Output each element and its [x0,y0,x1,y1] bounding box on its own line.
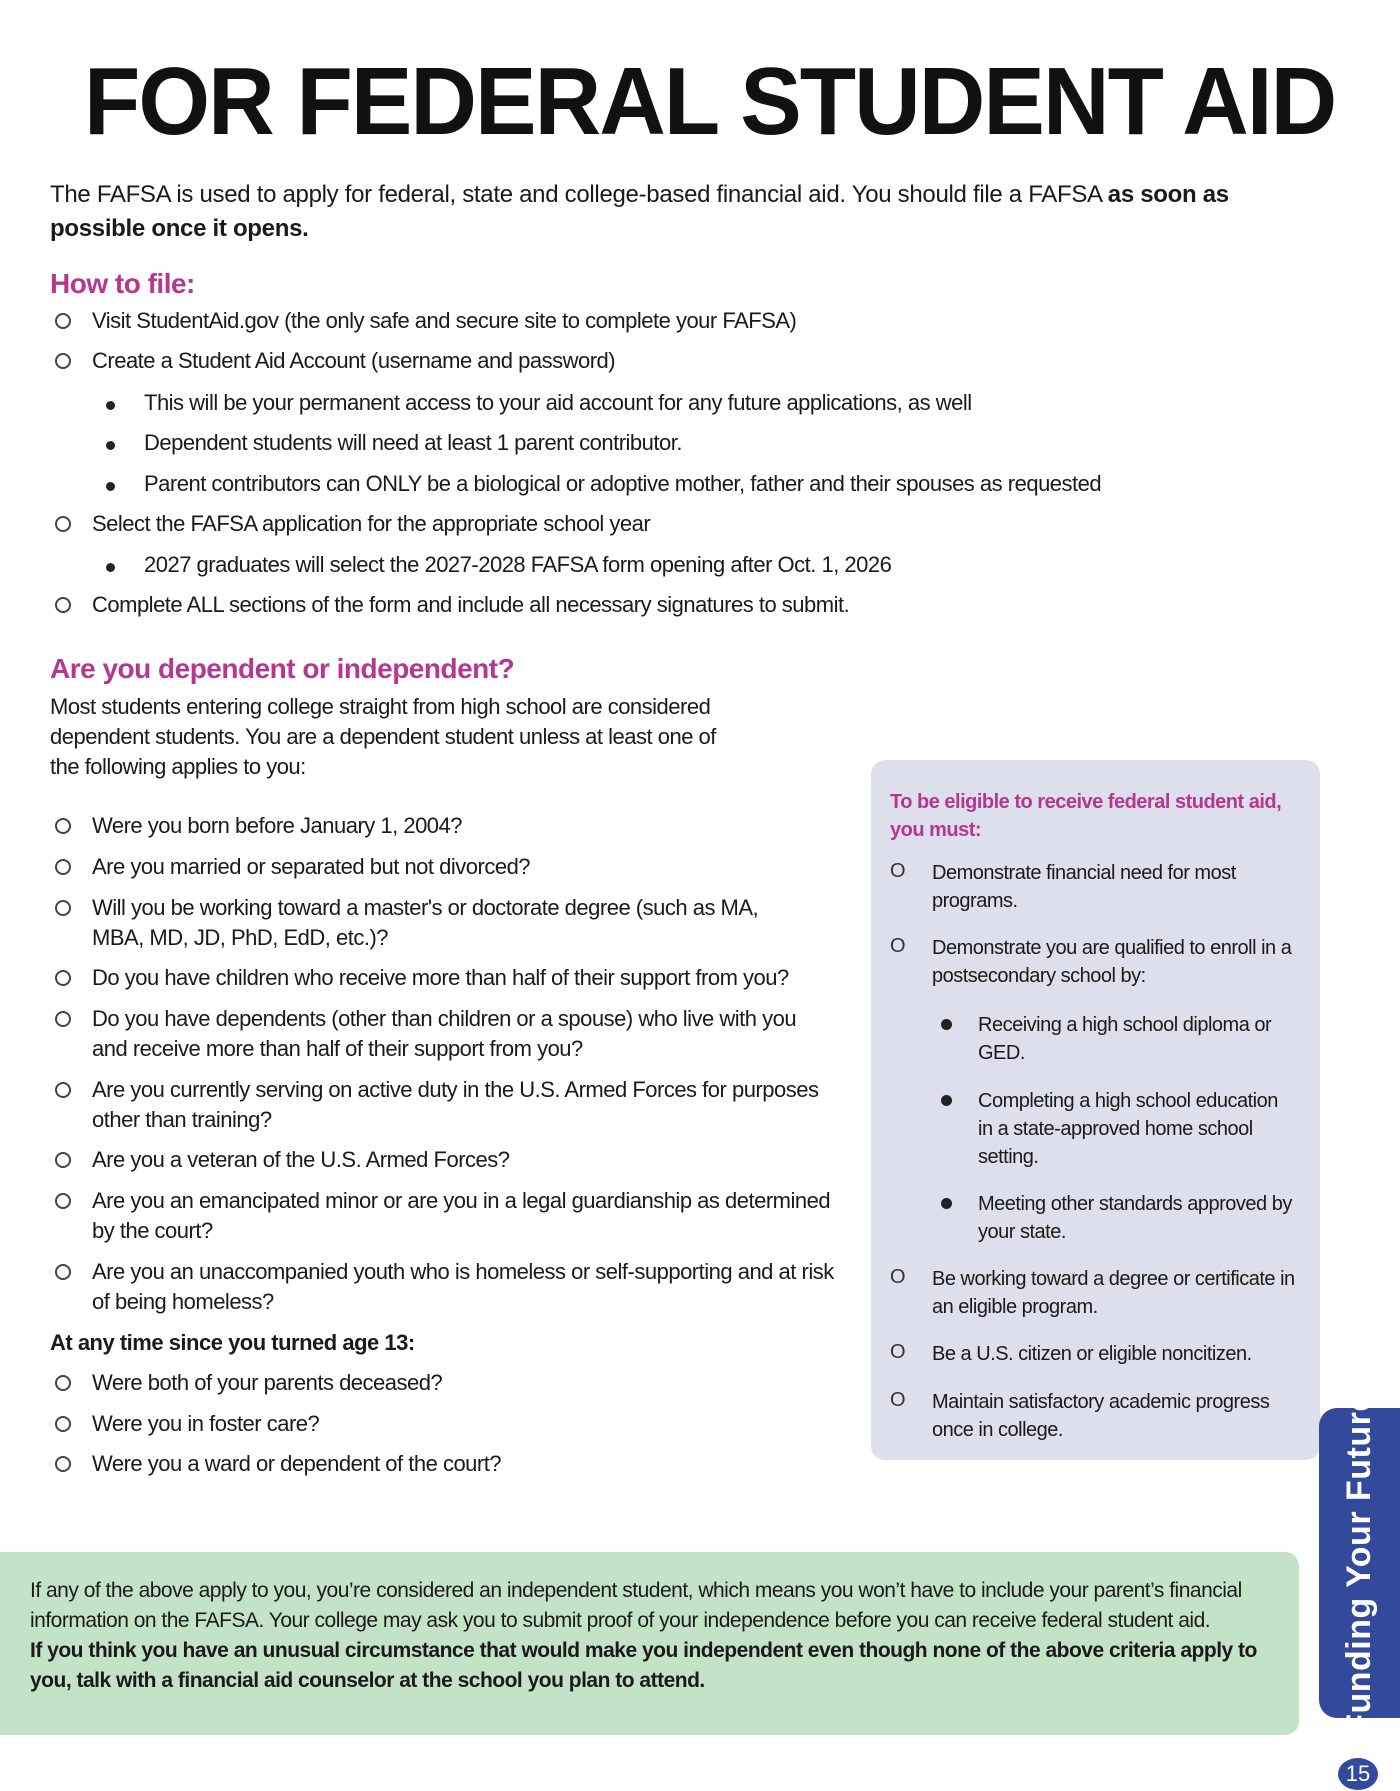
dependency-question: Are you an emancipated minor or are you in a legal guardianship as determined by the court? [92,1188,831,1243]
eligibility-heading: To be eligible to receive federal student aid, you must: [890,791,1282,841]
dependency-question: Are you married or separated but not divorced? [92,854,531,879]
circle-bullet-icon [55,818,71,834]
eligibility-subitem: Completing a high school education in a state-approved home school setting. [978,1090,1278,1168]
how-to-file-step: Create a Student Aid Account (username and password) [92,348,616,373]
intro-paragraph [50,178,1275,246]
intro-text: The FAFSA is used to apply for federal, state and college-based financial aid. You should file a FAFSA [50,181,1108,208]
circle-bullet-icon [55,597,71,613]
circle-bullet-icon [55,1082,71,1098]
page-number: 15 [1338,1758,1378,1790]
eligibility-item: Be working toward a degree or certificate in an eligible program. [932,1268,1295,1318]
dot-bullet-icon [106,441,115,450]
circle-bullet-icon [55,313,71,329]
age-question: Were both of your parents deceased? [92,1370,443,1395]
intro-emphasis: as soon as possible once it opens. [50,181,1229,242]
note-emphasis: If you think you have an unusual circumstance that would make you independent even though none of the above criteria apply to you, talk with a financial aid counselor at the school you plan to attend. [30,1639,1257,1692]
circle-bullet-icon [55,1375,71,1391]
circle-bullet-icon [55,1416,71,1432]
circle-bullet-icon [55,859,71,875]
note-text: If any of the above apply to you, you’re considered an independent student, which means you won’t have to include your parent’s financial information on the FAFSA. Your college may ask you to submit proof of your independence before you can receive federal student aid. [30,1579,1242,1632]
circle-bullet-icon [55,516,71,532]
eligibility-item: Demonstrate you are qualified to enroll in a postsecondary school by: [932,937,1292,987]
circle-bullet-icon [55,353,71,369]
eligibility-item: Be a U.S. citizen or eligible noncitizen. [932,1343,1252,1365]
dependency-question: Are you a veteran of the U.S. Armed Forces? [92,1147,510,1172]
dot-bullet-icon [106,482,115,491]
how-to-file-substep: This will be your permanent access to your aid account for any future applications, as well [144,390,972,415]
dot-bullet-icon [941,1019,952,1030]
eligibility-subitem: Receiving a high school diploma or GED. [978,1014,1272,1064]
dependency-question: Will you be working toward a master's or doctorate degree (such as MA, MBA, MD, JD, PhD, EdD, etc.)? [92,895,759,950]
dependency-question: Were you born before January 1, 2004? [92,813,463,838]
circle-marker-icon: O [890,1266,906,1288]
circle-marker-icon: O [890,1341,906,1363]
dependency-intro: Most students entering college straight from high school are considered dependent students. You are a dependent student unless at least one of the following applies to you: [50,694,716,779]
circle-bullet-icon [55,1264,71,1280]
circle-bullet-icon [55,1193,71,1209]
dependency-question: Are you currently serving on active duty in the U.S. Armed Forces for purposes other than training? [92,1077,819,1132]
how-to-file-substep: Dependent students will need at least 1 parent contributor. [144,430,682,455]
how-to-file-step: Select the FAFSA application for the appropriate school year [92,511,651,536]
how-to-file-substep: Parent contributors can ONLY be a biological or adoptive mother, father and their spouses as requested [144,471,1102,496]
age-question: Were you a ward or dependent of the court? [92,1451,502,1476]
dot-bullet-icon [106,563,115,572]
circle-bullet-icon [55,900,71,916]
age-heading: At any time since you turned age 13: [50,1330,415,1355]
age-question: Were you in foster care? [92,1411,320,1436]
eligibility-item: Demonstrate financial need for most programs. [932,862,1236,912]
circle-bullet-icon [55,1152,71,1168]
dependency-question: Do you have children who receive more than half of their support from you? [92,965,789,990]
circle-marker-icon: O [890,935,906,957]
how-to-file-step: Complete ALL sections of the form and include all necessary signatures to submit. [92,592,850,617]
circle-bullet-icon [55,1011,71,1027]
how-to-file-heading: How to file: [50,268,195,299]
circle-marker-icon: O [890,860,906,882]
page-title: FOR FEDERAL STUDENT AID [84,48,1336,155]
circle-marker-icon: O [890,1389,906,1411]
eligibility-item: Maintain satisfactory academic progress once in college. [932,1391,1270,1441]
circle-bullet-icon [55,970,71,986]
dot-bullet-icon [941,1095,952,1106]
section-tab-text: Funding Your Future [1340,1391,1378,1735]
dependency-heading: Are you dependent or independent? [50,653,515,684]
how-to-file-step: Visit StudentAid.gov (the only safe and secure site to complete your FAFSA) [92,308,797,333]
eligibility-subitem: Meeting other standards approved by your state. [978,1193,1292,1243]
circle-bullet-icon [55,1456,71,1472]
dependency-question: Are you an unaccompanied youth who is homeless or self-supporting and at risk of being homeless? [92,1259,834,1314]
how-to-file-substep: 2027 graduates will select the 2027-2028 FAFSA form opening after Oct. 1, 2026 [144,552,892,577]
dependency-question: Do you have dependents (other than children or a spouse) who live with you and receive more than half of their support from you? [92,1006,797,1061]
dot-bullet-icon [941,1198,952,1209]
independent-student-text [30,1576,1280,1696]
section-tab-label [1319,1391,1400,1735]
dot-bullet-icon [106,401,115,410]
